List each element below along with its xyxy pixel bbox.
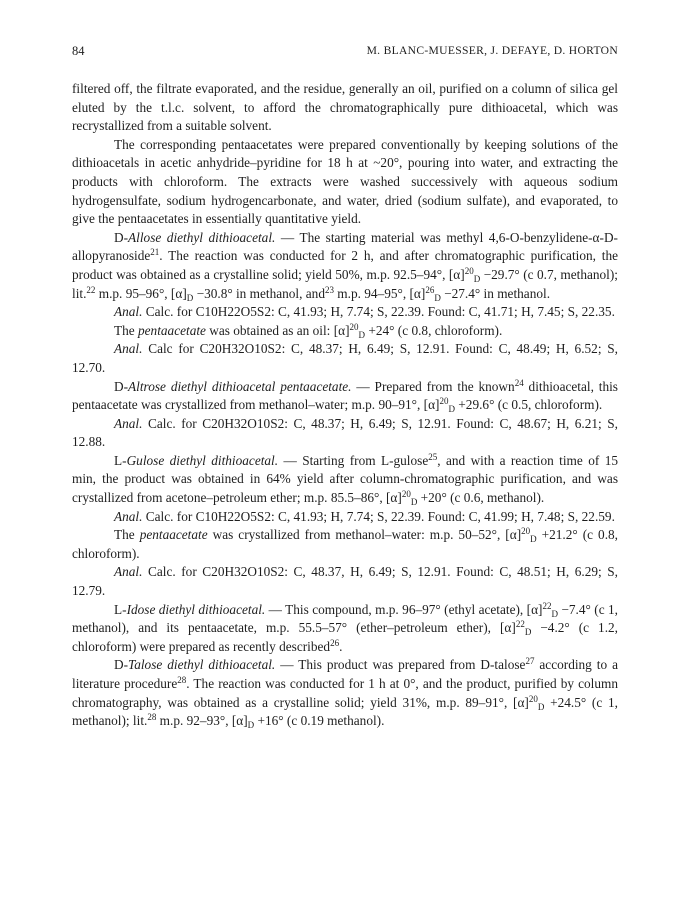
talose-text-5: m.p. 92–93°, [α] <box>156 713 248 729</box>
altrose-rot-line: D <box>448 404 455 415</box>
anal-label: Anal. <box>114 415 143 431</box>
talose-text-4: +24.5° (c 1, methanol); lit. <box>72 694 618 729</box>
idose-rot-line-1: D <box>551 608 558 619</box>
talose-config: D- <box>114 657 129 673</box>
gulose-analysis-text: Calc. for C10H22O5S2: C, 41.93; H, 7.74; S, 22.39. Found: C, 41.99; H, 7.48; S, 22.59. <box>142 508 615 524</box>
pentaacetate-label: pentaacetate <box>139 527 208 543</box>
gulose-pentaacetate <box>72 526 618 563</box>
idose-text-3: −4.2° (c 1.2, chloroform) were prepared as recently described <box>72 620 618 654</box>
allose-analysis-text: Calc. for C10H22O5S2: C, 41.93; H, 7.74; S, 22.39. Found: C, 41.71; H, 7.45; S, 22.35. <box>142 304 615 320</box>
gulose-penta-rot-line: D <box>530 534 537 545</box>
section-gulose <box>72 452 618 508</box>
talose-heading: Talose diethyl dithioacetal. <box>128 657 276 673</box>
altrose-heading: Altrose diethyl dithioacetal pentaacetate. <box>128 378 352 394</box>
gulose-penta-text-3: +21.2° (c 0.8, chloroform). <box>72 527 619 561</box>
gulose-penta-rot-temp: 20 <box>521 526 531 537</box>
talose-text-6: +16° (c 0.19 methanol). <box>254 713 385 729</box>
altrose-text-1: — Prepared from the known <box>351 378 515 394</box>
allose-analysis <box>72 303 618 322</box>
idose-rot-line-2: D <box>524 627 532 638</box>
gulose-penta-text-1: The <box>114 527 140 543</box>
gulose-pentaacetate-analysis <box>72 563 618 600</box>
idose-text-2: −7.4° (c 1, methanol), and its pentaacetate, m.p. 55.5–57° (ether–petroleum ether), [α] <box>72 601 618 636</box>
allose-penta-analysis-text: Calc for C20H32O10S2: C, 48.37; H, 6.49; S, 12.91. Found: C, 48.49; H, 6.52; S, 12.70. <box>72 341 618 375</box>
body-text <box>72 80 618 731</box>
talose-text-3: . The reaction was conducted for 1 h at 0°, and the product, purified by column chromatography, was obtained as a crystalline solid; yield 31%, m.p. 89–91°, [α] <box>72 676 619 710</box>
idose-ref-26: 26 <box>330 637 340 648</box>
gulose-rot-temp: 20 <box>401 489 411 500</box>
allose-rot-temp-3: 26 <box>425 284 435 295</box>
talose-rot-line: D <box>537 701 545 712</box>
allose-penta-rot-temp: 20 <box>349 321 359 332</box>
altrose-ref-24: 24 <box>514 377 524 388</box>
talose-rot-temp: 20 <box>528 693 538 704</box>
altrose-text-2: dithioacetal, this pentaacetate was crystallized from methanol–water; m.p. 90–91°, [α] <box>72 378 618 413</box>
talose-text-2: according to a literature procedure <box>72 657 619 691</box>
altrose-analysis <box>72 415 618 452</box>
running-header <box>72 42 618 62</box>
idose-rot-temp-2: 22 <box>515 619 525 630</box>
talose-text-1: — This product was prepared from D-talose <box>275 657 526 673</box>
allose-pentaacetate <box>72 322 618 341</box>
allose-rot-line-3: D <box>434 292 441 303</box>
anal-label: Anal. <box>114 508 143 524</box>
gulose-text-3: +20° (c 0.6, methanol). <box>417 490 545 506</box>
allose-penta-rot-line: D <box>358 329 366 340</box>
allose-config: D- <box>114 229 129 245</box>
idose-text-1: — This compound, m.p. 96–97° (ethyl acetate), [α] <box>265 601 543 617</box>
altrose-text-3: +29.6° (c 0.5, chloroform). <box>454 397 603 413</box>
gulose-text-1: — Starting from L-gulose <box>278 452 429 468</box>
allose-text-4: m.p. 95–96°, [α] <box>95 285 187 301</box>
allose-pentaacetate-analysis <box>72 340 618 377</box>
allose-rot-line-1: D <box>473 273 481 284</box>
altrose-analysis-text: Calc. for C20H32O10S2: C, 48.37; H, 6.49; S, 12.91. Found: C, 48.67; H, 6.21; S, 12.88. <box>72 415 618 450</box>
allose-rot-temp-1: 20 <box>464 265 474 276</box>
allose-ref-21: 21 <box>150 247 160 258</box>
talose-rot-line-2: D <box>247 720 255 731</box>
allose-text-1: — The starting material was methyl 4,6-O-benzylidene-α-D-allopyranoside <box>72 229 618 264</box>
gulose-config: L- <box>114 452 127 468</box>
altrose-rot-temp: 20 <box>439 396 449 407</box>
allose-penta-text-3: +24° (c 0.8, chloroform). <box>365 322 503 338</box>
running-head-authors: M. BLANC-MUESSER, J. DEFAYE, D. HORTON <box>366 44 618 57</box>
anal-label: Anal. <box>114 341 143 357</box>
allose-text-5: −30.8° in methanol, and <box>193 285 325 301</box>
paragraph-pentaacetates: The corresponding pentaacetates were prepared conventionally by keeping solutions of the dithioacetals in acetic anhydride–pyridine for 18 h at ~20°, pouring into water, and extracting the products with chloroform. The extracts were washed successively with aqueous sodium hydrogensulfate, sodium hydrogencarbonate, and water, dried (sodium sulfate), and evaporated, to give the pentaacetates in essentially quantitative yield. <box>72 136 618 227</box>
talose-ref-28b: 28 <box>147 712 157 723</box>
allose-text-3: −29.7° (c 0.7, methanol); lit. <box>72 266 618 301</box>
allose-text-7: −27.4° in methanol. <box>440 285 551 301</box>
allose-heading: Allose diethyl dithioacetal. <box>128 229 276 245</box>
gulose-penta-text-2: was crystallized from methanol–water: m.p. 50–52°, [α] <box>207 527 522 543</box>
idose-rot-temp-1: 22 <box>542 600 552 611</box>
allose-ref-23: 23 <box>324 284 334 295</box>
allose-text-2: . The reaction was conducted for 2 h, and after chromatographic purification, the product was obtained as a crystalline solid; yield 50%, m.p. 92.5–94°, [α] <box>72 248 618 282</box>
gulose-heading: Gulose diethyl dithioacetal. <box>126 452 279 468</box>
allose-penta-text-2: was obtained as an oil: [α] <box>205 322 350 338</box>
gulose-analysis <box>72 508 618 527</box>
anal-label: Anal. <box>114 564 143 580</box>
allose-rot-line-2: D <box>186 292 194 303</box>
section-talose <box>72 656 618 730</box>
allose-text-6: m.p. 94–95°, [α] <box>333 285 426 301</box>
gulose-text-2: , and with a reaction time of 15 min, the product was obtained in 64% yield after column-chromatographic purification, and was crystallized from acetone–petroleum ether; m.p. 85.5–86°, [α] <box>72 452 618 506</box>
gulose-penta-analysis-text: Calc. for C20H32O10S2: C, 48.37, H, 6.49; S, 12.91. Found: C, 48.51; H, 6.29; S, 12.79. <box>72 564 618 599</box>
page-number: 84 <box>72 44 85 58</box>
allose-penta-text-1: The <box>114 322 138 338</box>
talose-ref-27: 27 <box>525 656 535 667</box>
gulose-ref-25: 25 <box>428 451 438 462</box>
gulose-rot-line: D <box>410 497 418 508</box>
section-idose <box>72 601 618 657</box>
idose-text-4: . <box>339 638 343 654</box>
idose-heading: Idose diethyl dithioacetal. <box>126 601 266 617</box>
pentaacetate-label: pentaacetate <box>138 322 206 338</box>
section-altrose <box>72 378 618 415</box>
section-allose <box>72 229 618 303</box>
idose-config: L- <box>114 601 127 617</box>
talose-ref-28: 28 <box>177 675 187 685</box>
anal-label: Anal. <box>114 304 143 320</box>
altrose-config: D- <box>114 378 129 394</box>
paragraph-procedure-end: filtered off, the filtrate evaporated, and the residue, generally an oil, purified on a column of silica gel eluted by the t.l.c. solvent, to afford the chromatographically pure dithioacetal, which was recrystallized from a suitable solvent. <box>72 81 618 134</box>
allose-ref-22: 22 <box>86 284 96 295</box>
